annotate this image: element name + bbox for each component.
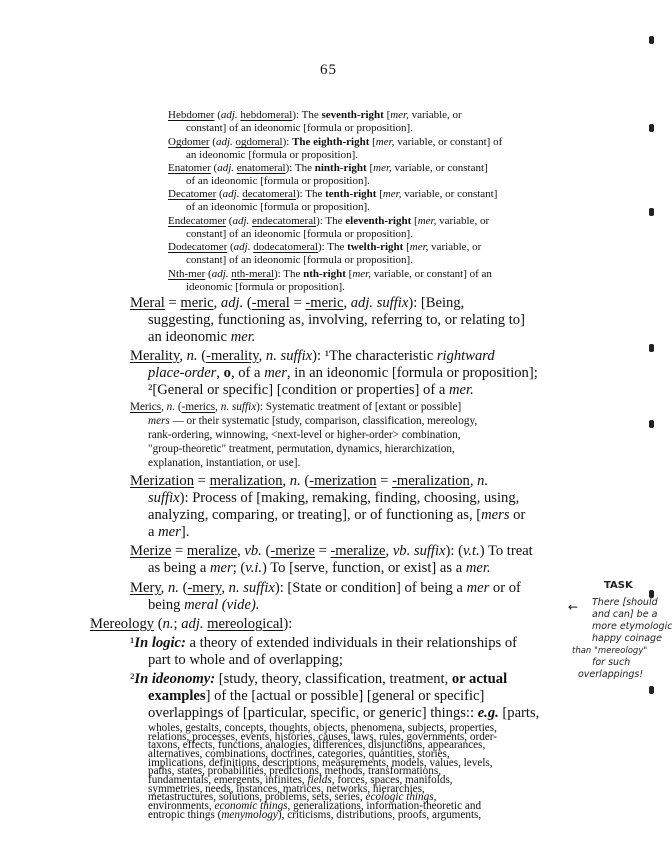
text-run: ,: [221, 580, 229, 596]
text-run: ,: [179, 348, 187, 364]
text-run: vb.: [244, 543, 262, 559]
text-run: v.i.: [245, 560, 263, 576]
mereology-sense2-line14: [148, 809, 481, 822]
text-run: ,: [469, 473, 478, 489]
text-run: adj.: [220, 109, 238, 121]
mereology-sense1-line1: [130, 635, 517, 652]
text-run: adj.: [211, 268, 229, 280]
text-run: , in an ideonomic [formula or proposition];: [286, 365, 538, 381]
text-run: n.: [477, 473, 489, 489]
text-run: n. suffix: [228, 580, 275, 596]
margin-mark: [649, 36, 654, 44]
entry-decatomer-line2: [186, 201, 370, 214]
text-run: taxons, effects, functions, analogies, differences, disjunctions, appearances,: [148, 739, 486, 752]
text-run: ,: [343, 295, 351, 311]
text-run: Dodecatomer: [168, 241, 228, 253]
text-run: variable, or: [436, 215, 490, 227]
text-run: suggesting, functioning as, involving, referring to, or relating to]: [148, 312, 525, 328]
text-run: mer,: [417, 215, 437, 227]
entry-dodecatomer-line2: [186, 254, 413, 267]
margin-mark: [649, 124, 654, 132]
text-run: -merize: [270, 543, 315, 559]
text-run: constant] of an ideonomic [formula or proposition].: [186, 122, 413, 134]
text-run: meralize: [186, 543, 238, 559]
text-run: , forces, spaces, manifolds,: [331, 774, 453, 787]
text-run: (: [243, 295, 252, 311]
text-run: hebdomeral: [240, 109, 293, 121]
text-run: =: [376, 473, 393, 489]
margin-note-line: There [should: [592, 597, 658, 608]
text-run: (: [197, 348, 207, 364]
text-run: [: [369, 136, 376, 148]
text-run: analyzing, comparing, or treating], or of functioning as, [: [148, 507, 482, 523]
text-run: (: [175, 401, 182, 413]
margin-mark: [649, 420, 654, 428]
text-run: =: [314, 543, 331, 559]
text-run: eleventh-right: [345, 215, 412, 227]
text-run: [: [383, 109, 391, 121]
text-run: Enatomer: [168, 162, 211, 174]
text-run: ,: [161, 401, 167, 413]
text-run: Nth-mer: [168, 268, 206, 280]
text-run: -merics: [181, 401, 216, 413]
entry-enatomer-line2: [186, 175, 370, 188]
text-run: n.: [166, 401, 176, 413]
mereology-sense2-line3: [148, 705, 539, 722]
text-run: constant] of an ideonomic [formula or proposition].: [186, 228, 413, 240]
entry-merality-line2: [148, 365, 538, 382]
text-run: ): The: [316, 215, 346, 227]
text-run: (: [216, 188, 223, 200]
text-run: nth-right: [303, 268, 346, 280]
text-run: [: [403, 241, 410, 253]
entry-mereology-headword: [90, 616, 292, 633]
text-run: part to whole and of overlapping;: [148, 652, 343, 668]
arrow-left-icon: ←: [568, 600, 579, 614]
text-run: an ideonomic: [148, 329, 231, 345]
text-run: mer: [264, 365, 287, 381]
entry-enatomer-line1: [168, 162, 488, 175]
entry-decatomer-line1: [168, 188, 497, 201]
text-run: [: [366, 162, 374, 174]
text-run: (: [300, 473, 310, 489]
text-run: mer,: [382, 188, 402, 200]
text-run: ,: [215, 401, 221, 413]
text-run: or of: [489, 580, 521, 596]
text-run: Merics: [130, 401, 162, 413]
text-run: (: [227, 241, 234, 253]
text-run: place-order: [148, 365, 217, 381]
text-run: — or their systematic [study, comparison, classification, mereology,: [169, 415, 478, 427]
text-run: mer,: [375, 136, 395, 148]
text-run: ,: [258, 348, 266, 364]
text-run: In logic:: [134, 635, 186, 651]
text-run: Merization: [130, 473, 195, 489]
text-run: decatomeral: [242, 188, 296, 200]
margin-note-line: happy coinage: [592, 633, 662, 644]
entry-merize-line2: [148, 560, 491, 577]
entry-merize-line1: [130, 543, 533, 560]
entry-merics-line5: [148, 457, 300, 470]
text-run: "group-theoretic" treatment, permutation, dynamics, hierarchization,: [148, 443, 455, 455]
text-run: ):: [282, 136, 293, 148]
text-run: ninth-right: [314, 162, 367, 174]
text-run: (: [226, 215, 233, 227]
entry-merization-line3: [148, 507, 525, 524]
text-run: ): [Being,: [408, 295, 465, 311]
entry-meral-line3: [148, 329, 255, 346]
text-run: ;: [173, 616, 182, 632]
text-run: The eighth-right: [292, 136, 370, 148]
page-number: 65: [320, 62, 337, 78]
text-run: =: [194, 473, 210, 489]
text-run: ; (: [232, 560, 246, 576]
entry-merics-line1: [130, 401, 461, 414]
text-run: relations, processes, events, histories, causes, laws, rules, governments, order-: [148, 730, 497, 743]
text-run: economic things: [214, 800, 288, 813]
text-run: -meralization: [392, 473, 470, 489]
text-run: mer,: [352, 268, 371, 280]
entry-ogdomer-line1: [168, 136, 502, 149]
text-run: [study, theory, classification, treatment,: [215, 671, 452, 687]
text-run: Merize: [130, 543, 172, 559]
text-run: Decatomer: [168, 188, 217, 200]
text-run: =: [171, 543, 187, 559]
text-run: metastructures, solutions, problems, sets, series,: [148, 791, 366, 804]
text-run: vb. suffix: [392, 543, 446, 559]
entry-mery-line2: [148, 597, 259, 614]
text-run: Ogdomer: [168, 136, 210, 148]
entry-merics-line3: [148, 429, 461, 442]
text-run: (: [205, 268, 212, 280]
text-run: ): (: [445, 543, 463, 559]
text-run: ecologic things: [365, 791, 434, 804]
text-run: adj.: [217, 162, 234, 174]
text-run: n.: [186, 348, 198, 364]
text-run: ,: [433, 791, 437, 804]
margin-note-line: for such: [592, 657, 631, 668]
text-run: mers: [148, 415, 170, 427]
text-run: enatomeral: [236, 162, 286, 174]
text-run: meric: [180, 295, 214, 311]
mereology-sense2-line1: [130, 671, 507, 688]
text-run: [: [411, 215, 418, 227]
text-run: -meral: [251, 295, 290, 311]
text-run: =: [164, 295, 181, 311]
text-run: meral (vide).: [184, 597, 260, 613]
text-run: menymology: [221, 808, 278, 821]
text-run: Mery: [130, 580, 161, 596]
text-run: or actual: [451, 671, 508, 687]
text-run: o: [223, 365, 231, 381]
text-run: an ideonomic [formula or proposition].: [186, 149, 358, 161]
margin-note-line: than "mereology": [572, 646, 648, 656]
text-run: or: [509, 507, 526, 523]
margin-mark: [649, 208, 654, 216]
text-run: rightward: [436, 348, 495, 364]
entry-dodecatomer-line1: [168, 241, 481, 254]
entry-endecatomer-line1: [168, 215, 489, 228]
text-run: meralization: [209, 473, 283, 489]
entry-meral-line2: [148, 312, 525, 329]
margin-note-title: TASK: [604, 580, 633, 591]
text-run: ): [State or condition] of being a: [274, 580, 467, 596]
margin-mark: [649, 344, 654, 352]
entry-ogdomer-line2: [186, 149, 358, 162]
text-run: symmetries, needs, instances, matrices, networks, hierarchies,: [148, 782, 425, 795]
text-run: ), criticisms, distributions, proofs, arguments,: [277, 808, 482, 821]
text-run: =: [289, 295, 306, 311]
text-run: suffix: [148, 490, 180, 506]
text-run: endecatomeral: [252, 215, 317, 227]
text-run: fields: [307, 774, 332, 787]
text-run: ): Systematic treatment of [extant or possible]: [256, 401, 462, 413]
text-run: ].: [180, 524, 190, 540]
text-run: seventh-right: [321, 109, 384, 121]
text-run: ²[General or specific] [condition or properties] of a: [148, 382, 449, 398]
text-run: Hebdomer: [168, 109, 215, 121]
text-run: [: [345, 268, 353, 280]
text-run: -merality: [206, 348, 259, 364]
text-run: Endecatomer: [168, 215, 227, 227]
text-run: mer,: [373, 162, 392, 174]
text-run: mer: [210, 560, 233, 576]
entry-hebdomer-line2: [186, 122, 413, 135]
text-run: ,: [216, 365, 224, 381]
text-run: environments,: [148, 800, 215, 813]
text-run: -mery: [187, 580, 222, 596]
text-run: mer,: [409, 241, 429, 253]
text-run: nth-meral: [231, 268, 275, 280]
text-run: adj.: [181, 616, 204, 632]
text-run: ideonomic [formula or proposition].: [186, 281, 345, 293]
text-run: ): Process of [making, remaking, finding, choosing, using,: [179, 490, 520, 506]
text-run: mer: [466, 580, 490, 596]
text-run: In ideonomy:: [134, 671, 216, 687]
text-run: ): The: [274, 268, 304, 280]
entry-meral-line1: [130, 295, 464, 312]
text-run: ²: [130, 671, 135, 687]
text-run: Merality: [130, 348, 180, 364]
entry-hebdomer-line1: [168, 109, 462, 122]
text-run: mers: [481, 507, 510, 523]
text-run: ): ¹The characteristic: [312, 348, 437, 364]
text-run: wholes, gestalts, concepts, thoughts, objects, phenomena, subjects, properties,: [148, 722, 497, 734]
text-run: [: [376, 188, 383, 200]
text-run: mer.: [449, 382, 474, 398]
entry-merization-line2: [148, 490, 519, 507]
entry-mery-line1: [130, 580, 521, 597]
text-run: ¹: [130, 635, 135, 651]
text-run: adj.: [215, 136, 233, 148]
text-run: fundamentals, emergents, infinites,: [148, 774, 308, 787]
text-run: variable, or constant]: [391, 162, 488, 174]
text-run: variable, or constant]: [401, 188, 498, 200]
text-run: ,: [282, 473, 290, 489]
text-run: paths, states, probabilities, predictions, methods, transformations,: [148, 765, 441, 778]
text-run: -meric: [305, 295, 344, 311]
text-run: of an ideonomic [formula or proposition].: [186, 175, 370, 187]
text-run: n.: [289, 473, 301, 489]
text-run: ): The: [317, 241, 348, 253]
text-run: (: [210, 162, 218, 174]
text-run: a: [148, 524, 159, 540]
margin-note-line: more etymologic: [592, 621, 672, 632]
text-run: -meralize: [330, 543, 386, 559]
text-run: adj.: [220, 295, 244, 311]
text-run: mer,: [390, 109, 409, 121]
text-run: rank-ordering, winnowing, <next-level or higher-order> combination,: [148, 429, 461, 441]
entry-endecatomer-line2: [186, 228, 413, 241]
text-run: as being a: [148, 560, 211, 576]
text-run: implications, definitions, descriptions, measurements, models, values, levels,: [148, 756, 493, 769]
text-run: dodecatomeral: [253, 241, 318, 253]
text-run: ,: [213, 295, 221, 311]
text-run: (: [214, 109, 221, 121]
text-run: ) To [serve, function, or exist] as a: [262, 560, 466, 576]
text-run: ,: [160, 580, 168, 596]
text-run: variable, or: [428, 241, 482, 253]
margin-note-line: and can] be a: [592, 609, 658, 620]
entry-nthmer-line1: [168, 268, 492, 281]
text-run: e.g.: [477, 705, 499, 721]
text-run: overlappings of [particular, specific, or generic] things::: [148, 705, 478, 721]
text-run: (: [261, 543, 271, 559]
text-run: ,: [385, 543, 393, 559]
text-run: , of a: [230, 365, 265, 381]
text-run: explanation, instantiation, or use].: [148, 457, 301, 469]
text-run: twelth-right: [347, 241, 404, 253]
text-run: (: [178, 580, 188, 596]
entry-merization-line1: [130, 473, 488, 490]
text-run: tenth-right: [325, 188, 377, 200]
text-run: ] of the [actual or possible] [general or specific]: [205, 688, 485, 704]
entry-merics-line4: [148, 443, 455, 456]
entry-merics-line2: [148, 415, 477, 428]
margin-mark: [649, 686, 654, 694]
text-run: [parts,: [498, 705, 540, 721]
text-run: adj. suffix: [350, 295, 409, 311]
text-run: mereological: [207, 616, 284, 632]
entry-merization-line4: [148, 524, 189, 541]
text-run: adj.: [233, 241, 251, 253]
entry-merality-line1: [130, 348, 495, 365]
text-run: of an ideonomic [formula or proposition].: [186, 201, 370, 213]
text-run: ) To treat: [479, 543, 533, 559]
mereology-sense1-line2: [148, 652, 343, 669]
text-run: ): The: [295, 188, 326, 200]
text-run: a theory of extended individuals in their relationships of: [185, 635, 517, 651]
text-run: variable, or: [408, 109, 462, 121]
text-run: ,: [237, 543, 245, 559]
text-run: n.: [162, 616, 174, 632]
text-run: adj.: [232, 215, 250, 227]
text-run: entropic things (: [148, 808, 222, 821]
text-run: (: [154, 616, 163, 632]
text-run: , generalizations, information-theoretic and: [287, 800, 482, 813]
text-run: Mereology: [90, 616, 155, 632]
mereology-sense2-line2: [148, 688, 484, 705]
text-run: (: [209, 136, 216, 148]
text-run: variable, or constant] of: [394, 136, 503, 148]
text-run: mer.: [465, 560, 491, 576]
entry-merality-line3: [148, 382, 474, 399]
text-run: ):: [283, 616, 293, 632]
text-run: n. suffix: [265, 348, 313, 364]
text-run: alternatives, combinations, doctrines, categories, quantities, stories,: [148, 748, 450, 761]
text-run: ): The: [292, 109, 322, 121]
text-run: variable, or constant] of an: [370, 268, 492, 280]
text-run: constant] of an ideonomic [formula or proposition].: [186, 254, 413, 266]
text-run: mer.: [230, 329, 256, 345]
text-run: adj.: [222, 188, 240, 200]
text-run: examples: [148, 688, 206, 704]
text-run: Meral: [130, 295, 165, 311]
text-run: n.: [167, 580, 179, 596]
text-run: v.t.: [462, 543, 480, 559]
text-run: ogdomeral: [235, 136, 283, 148]
margin-note-line: overlappings!: [578, 669, 644, 680]
text-run: being: [148, 597, 185, 613]
text-run: mer: [158, 524, 181, 540]
text-run: ): The: [285, 162, 315, 174]
text-run: n. suffix: [220, 401, 257, 413]
entry-nthmer-line2: [186, 281, 345, 294]
text-run: -merization: [309, 473, 377, 489]
